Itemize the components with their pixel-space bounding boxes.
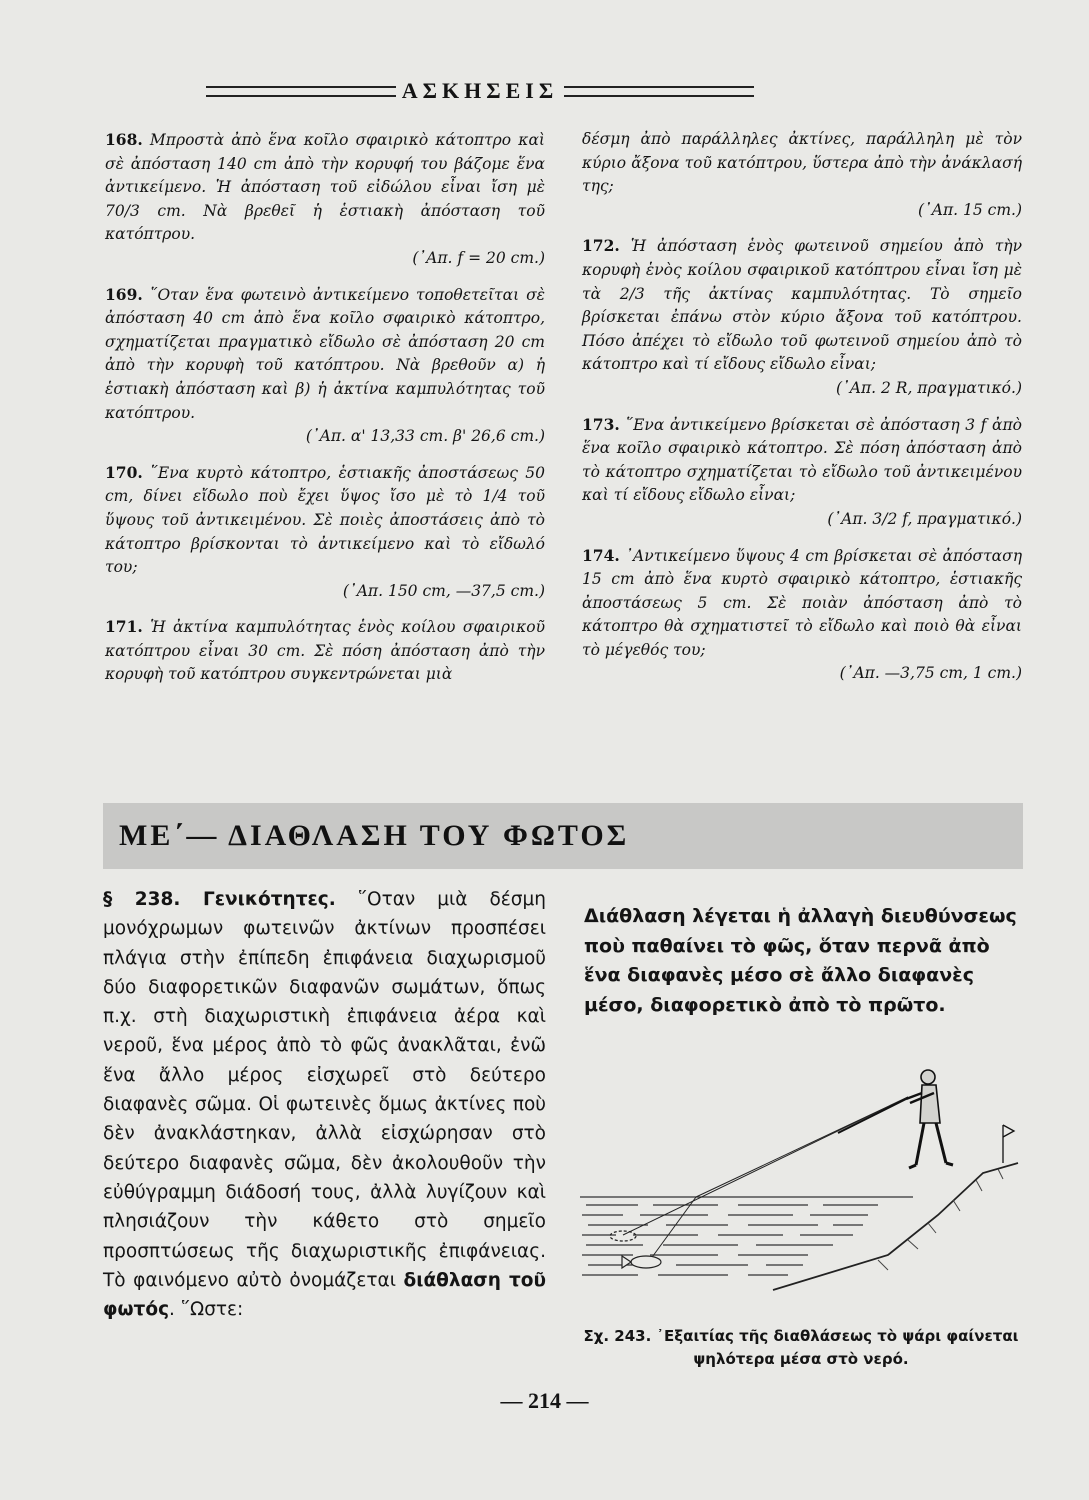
body-text-part-2: . ῞Ωστε: (169, 1299, 244, 1321)
page-header (200, 78, 760, 104)
body-text-part-1: ῞Οταν μιὰ δέσμη μονόχρωμων φωτεινῶν ἀκτίνων προσπέσει πλάγια στὴν ἐπίπεδη ἐπιφάνεια διαχωρισμοῦ δύο διαφορετικῶν διαφανῶν σωμάτων, ὅπως π.χ. στὴ διαχωριστικὴ ἐπιφάνεια ἀέρα καὶ νεροῦ, ἕνα μέρος ἀπὸ τὸ φῶς ἀνακλᾶται, ἐνῶ ἕνα ἄλλο μέρος εἰσχωρεῖ στὸ δεύτερο διαφανὲς σῶμα. Οἱ φωτεινὲς ὅμως ἀκτίνες ποὺ δὲν ἀνακλάστηκαν, ἀλλὰ εἰσχώρησαν στὸ δεύτερο διαφανὲς σῶμα, δὲν ἀκολουθοῦν τὴν εὐθύγραμμη διάδοσή τους, ἀλλὰ λυγίζουν καὶ πλησιάζουν τὴν κάθετο στὸ σημεῖο προσπτώσεως τῆς διαχωριστικῆς ἐπιφάνειας. Τὸ φαινόμενο αὐτὸ ὀνομάζεται (103, 889, 546, 1291)
exercise-text: Μπροστὰ ἀπὸ ἕνα κοῖλο σφαιρικὸ κάτοπτρο καὶ σὲ ἀπόσταση 140 cm ἀπὸ τὴν κορυφή του βάζομε ἕνα ἀντικείμενο. Ἡ ἀπόσταση τοῦ εἰδώλου εἶναι ἴση μὲ 70/3 cm. Νὰ βρεθεῖ ἡ ἑστιακὴ ἀπόσταση τοῦ κατόπτρου. (105, 131, 545, 244)
page-number: — 214 — (500, 1388, 589, 1413)
exercise-text: ῞Οταν ἕνα φωτεινὸ ἀντικείμενο τοποθετεῖται σὲ ἀπόσταση 40 cm ἀπὸ ἕνα κοῖλο σφαιρικὸ κάτοπτρο, σχηματίζεται πραγματικὸ εἴδωλο σὲ ἀπόσταση 20 cm ἀπὸ τὴν κορυφὴ τοῦ κατόπτρου. Νὰ βρεθοῦν α) ἡ ἑστιακὴ ἀπόσταση καὶ β) ἡ ἀκτίνα καμπυλότητας τοῦ κατόπτρου. (105, 285, 545, 422)
exercise-text: ῞Ενα ἀντικείμενο βρίσκεται σὲ ἀπόσταση 3 f ἀπὸ ἕνα κοῖλο σφαιρικὸ κάτοπτρο. Σὲ πόση ἀπόσταση ἀπὸ τὸ κάτοπτρο σχηματίζεται τὸ εἴδωλο τοῦ ἀντικειμένου καὶ τί εἴδους εἴδωλο εἶναι; (582, 415, 1022, 505)
exercise-text: ᾿Αντικείμενο ὕψους 4 cm βρίσκεται σὲ ἀπόσταση 15 cm ἀπὸ ἕνα κυρτὸ σφαιρικὸ κάτοπτρο, ἑστιακῆς ἀποστάσεως 5 cm. Σὲ ποιὰν ἀπόσταση ἀπὸ τὸ κάτοπτρο θὰ σχηματιστεῖ τὸ εἴδωλο καὶ ποιὸ θὰ εἶναι τὸ μέγεθός του; (582, 546, 1022, 659)
fisherman-icon (906, 1070, 953, 1168)
header-rule-left (206, 86, 396, 97)
exercise-text: ῞Ενα κυρτὸ κάτοπτρο, ἑστιακῆς ἀποστάσεως 50 cm, δίνει εἴδωλο ποὺ ἔχει ὕψος ἴσο μὲ τὸ 1/4 τοῦ ὕψους τοῦ ἀντικειμένου. Σὲ ποιὲς ἀποστάσεις ἀπὸ τὸ κάτοπτρο βρίσκονται τὸ ἀντικείμενο καὶ τὸ εἴδωλό του; (105, 463, 545, 577)
exercise-text: Ἡ ἀκτίνα καμπυλότητας ἑνὸς κοίλου σφαιρικοῦ κατόπτρου εἶναι 30 cm. Σὲ πόση ἀπόσταση ἀπὸ τὴν κορυφὴ τοῦ κατόπτρου συγκεντρώνεται μιὰ (105, 618, 545, 684)
header-rule-right (564, 86, 754, 97)
exercise-answer: (᾿Απ. f = 20 cm.) (412, 248, 545, 267)
key-term: διάθλαση τοῦ φωτός (103, 1269, 546, 1321)
exercise-number: 169. (105, 284, 143, 304)
exercise-number: 170. (105, 462, 143, 482)
exercises-left-column (105, 128, 545, 699)
exercise-168 (105, 128, 545, 271)
exercise-174 (582, 544, 1022, 687)
exercise-number: 172. (582, 236, 620, 256)
exercise-170 (105, 461, 545, 604)
fish-icon (610, 1231, 661, 1268)
exercise-169 (105, 283, 545, 449)
exercise-171 (105, 615, 545, 687)
exercise-answer: (᾿Απ. 3/2 f, πραγματικό.) (827, 509, 1022, 528)
exercise-text: δέσμη ἀπὸ παράλληλες ἀκτίνες, παράλληλη μὲ τὸν κύριο ἄξονα τοῦ κατόπτρου, ὕστερα ἀπὸ τὴν ἀνάκλασή της; (582, 130, 1022, 196)
figure-caption: Σχ. 243. ᾿Εξαιτίας τῆς διαθλάσεως τὸ ψάρι φαίνεται ψηλότερα μέσα στὸ νερό. (583, 1327, 1019, 1368)
refraction-figure (578, 1065, 1026, 1320)
exercise-number: 168. (105, 130, 143, 149)
section-label: § 238. Γενικότητες. (103, 889, 336, 910)
exercise-answer: (᾿Απ. —3,75 cm, 1 cm.) (839, 664, 1022, 683)
exercise-text: Ἡ ἀπόσταση ἑνὸς φωτεινοῦ σημείου ἀπὸ τὴν κορυφὴ ἑνὸς κοίλου σφαιρικοῦ κατόπτρου εἶναι ἴση μὲ τὰ 2/3 τῆς ἀκτίνας καμπυλότητας. Τὸ σημεῖο βρίσκεται ἐπάνω στὸν κύριο ἄξονα τοῦ κατόπτρου. Πόσο ἀπέχει τὸ εἴδωλο τοῦ φωτεινοῦ σημείου ἀπὸ τὸ κάτοπτρο καὶ τί εἴδους εἴδωλο εἶναι; (582, 237, 1022, 374)
header-title: ΑΣΚΗΣΕΙΣ (401, 78, 559, 103)
exercise-number: 174. (582, 545, 620, 565)
section-title: ΜΕ΄— ΔΙΑΘΛΑΣΗ ΤΟΥ ΦΩΤΟΣ (119, 819, 630, 852)
bank-marker (1003, 1125, 1014, 1163)
exercise-answer: (᾿Απ. α' 13,33 cm. β' 26,6 cm.) (305, 427, 545, 446)
section-heading-band (103, 803, 1023, 869)
river-bank (773, 1163, 1018, 1290)
exercise-number: 173. (582, 414, 620, 434)
exercise-173 (582, 413, 1022, 532)
exercise-answer: (᾿Απ. 150 cm, —37,5 cm.) (342, 581, 545, 600)
exercise-171-continued (582, 128, 1022, 222)
exercise-172 (582, 234, 1022, 400)
definition-box: Διάθλαση λέγεται ἡ ἀλλαγὴ διευθύνσεως ποὺ παθαίνει τὸ φῶς, ὅταν περνᾶ ἀπὸ ἕνα διαφανὲς μέσο σὲ ἄλλο διαφανὲς μέσο, διαφορετικὸ ἀπὸ τὸ πρῶτο. (584, 905, 1017, 1016)
body-text (103, 885, 546, 1324)
exercises-right-column (582, 128, 1022, 698)
exercise-number: 171. (105, 617, 143, 637)
exercise-answer: (᾿Απ. 2 R, πραγματικό.) (835, 378, 1022, 397)
exercise-answer: (᾿Απ. 15 cm.) (917, 200, 1022, 219)
fishing-spear (838, 1099, 906, 1133)
